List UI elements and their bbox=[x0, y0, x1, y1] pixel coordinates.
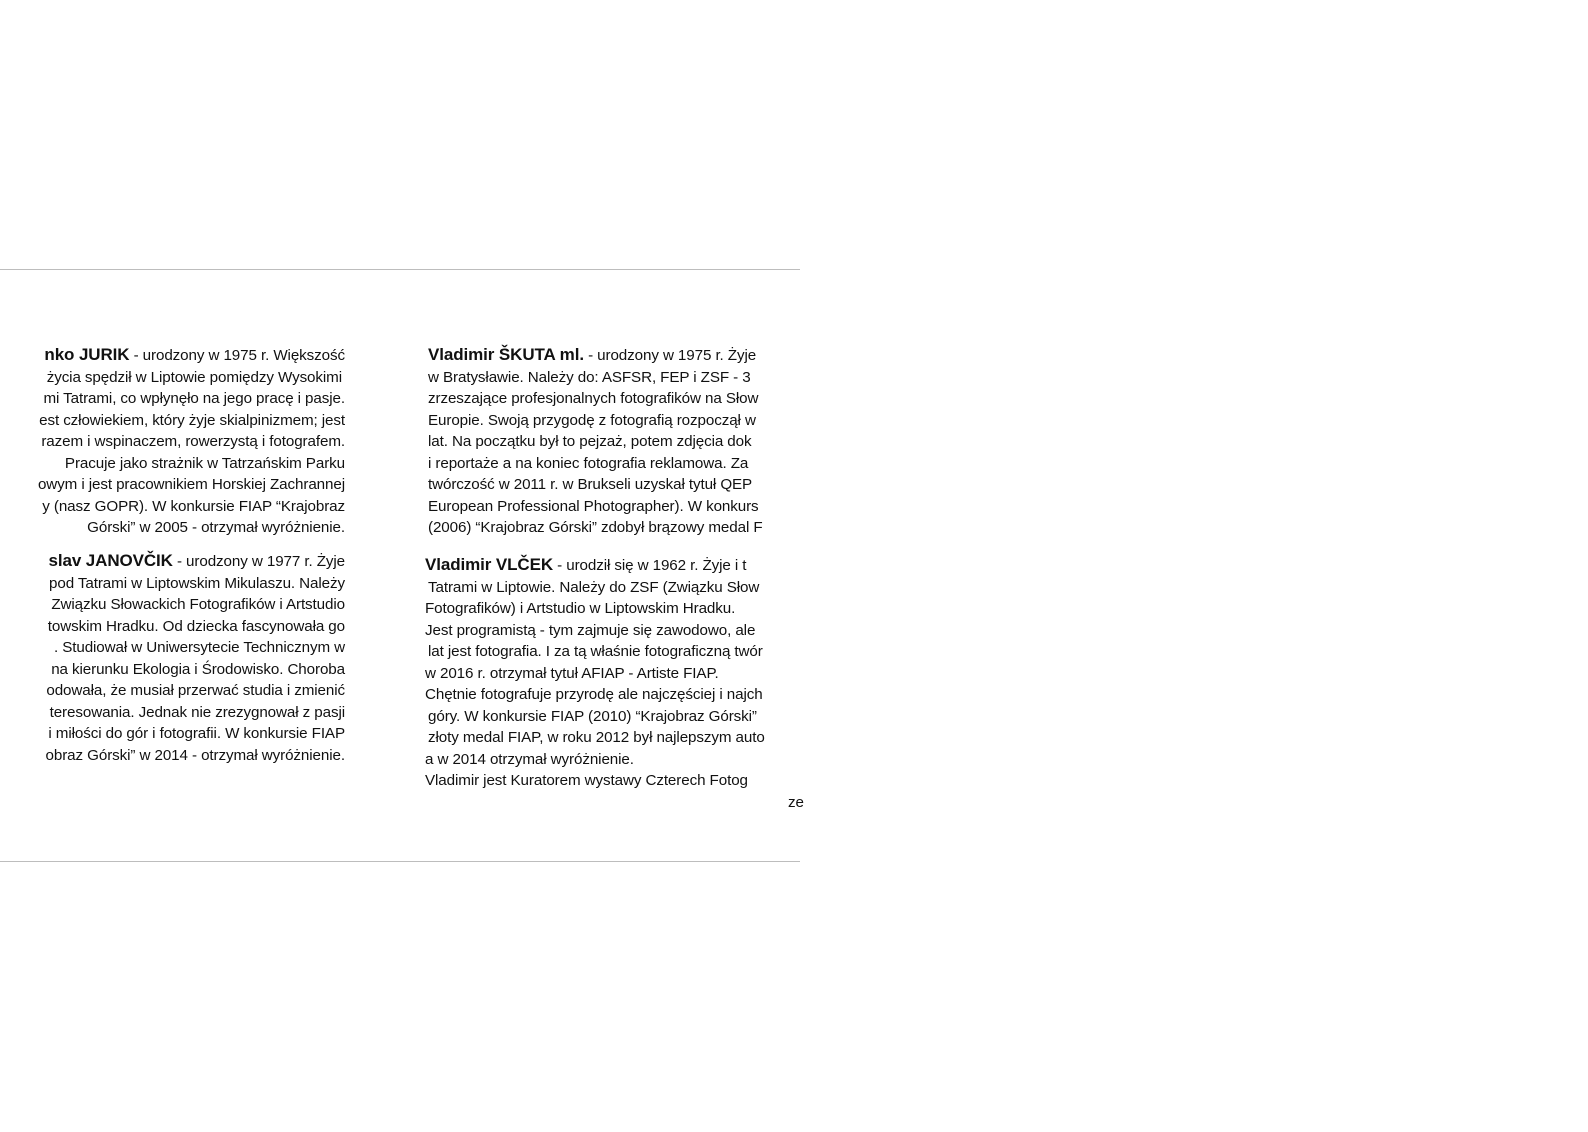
bio-name: slav JANOVČIK bbox=[48, 551, 173, 570]
bio-line: Fotografików) i Artstudio w Liptowskim Hradku. bbox=[425, 600, 736, 617]
bio-line: i miłości do gór i fotografii. W konkursie FIAP bbox=[48, 725, 345, 742]
bio-line: nko JURIK - urodzony w 1975 r. Większość bbox=[44, 345, 345, 364]
bio-line: mi Tatrami, co wpłynęło na jego pracę i pasje. bbox=[43, 390, 345, 407]
bio-line: w 2016 r. otrzymał tytuł AFIAP - Artiste FIAP. bbox=[425, 664, 719, 682]
bio-line: życia spędził w Liptowie pomiędzy Wysokimi bbox=[46, 368, 342, 386]
bio-line: twórczość w 2011 r. w Brukseli uzyskał tytuł QEP bbox=[428, 476, 753, 493]
bio-line: Jest programistą - tym zajmuje się zawodowo, ale bbox=[425, 621, 756, 639]
bio-line: . Studiował w Uniwersytecie Technicznym w bbox=[53, 639, 345, 656]
bio-line: Vladimir jest Kuratorem wystawy Czterech Fotog bbox=[425, 772, 748, 789]
bio-line: Vladimir ŠKUTA ml. - urodzony w 1975 r. Żyje bbox=[428, 345, 757, 364]
bio-line: (2006) “Krajobraz Górski” zdobył brązowy medal F bbox=[428, 519, 763, 536]
bio-line: est człowiekiem, który żyje skialpinizmem; jest bbox=[39, 411, 345, 429]
bio-line: lat. Na początku był to pejzaż, potem zdjęcia dok bbox=[428, 433, 752, 450]
bio-line: Pracuje jako strażnik w Tatrzańskim Parku bbox=[64, 454, 345, 472]
bio-skuta bbox=[0, 344, 800, 539]
bio-line: zrzeszające profesjonalnych fotografików na Słow bbox=[428, 390, 759, 407]
bio-line: teresowania. Jednak nie zrezygnował z pasji bbox=[49, 703, 345, 721]
bio-line: i reportaże a na koniec fotografia reklamowa. Za bbox=[428, 454, 749, 472]
bio-line: Związku Słowackich Fotografików i Artstudio bbox=[51, 596, 345, 613]
bio-line: ze bbox=[788, 793, 804, 811]
bio-vlcek bbox=[0, 554, 804, 813]
bio-line: lat jest fotografia. I za tą właśnie fotograficzną twór bbox=[428, 643, 763, 660]
bio-line: y (nasz GOPR). W konkursie FIAP “Krajobraz bbox=[42, 497, 345, 515]
bio-line: góry. W konkursie FIAP (2010) “Krajobraz Górski” bbox=[428, 707, 757, 725]
bio-name: Vladimir VLČEK bbox=[425, 555, 554, 574]
bio-line: odowała, że musiał przerwać studia i zmienić bbox=[46, 682, 345, 699]
bio-line: slav JANOVČIK - urodzony w 1977 r. Żyje bbox=[48, 551, 345, 570]
bio-line: Górski” w 2005 - otrzymał wyróżnienie. bbox=[87, 519, 345, 536]
bio-line: Tatrami w Liptowie. Należy do ZSF (Związku Słow bbox=[428, 578, 760, 596]
top-divider bbox=[0, 269, 800, 270]
bio-line: pod Tatrami w Liptowskim Mikulaszu. Należy bbox=[49, 574, 345, 592]
bio-line: na kierunku Ekologia i Środowisko. Choroba bbox=[51, 660, 345, 678]
bio-line: obraz Górski” w 2014 - otrzymał wyróżnienie. bbox=[45, 746, 345, 764]
bio-line: Chętnie fotografuje przyrodę ale najczęściej i najch bbox=[425, 686, 763, 703]
bio-line: razem i wspinaczem, rowerzystą i fotografem. bbox=[41, 433, 345, 450]
bio-line: Vladimir VLČEK - urodził się w 1962 r. Żyje i t bbox=[425, 555, 747, 574]
bio-line: a w 2014 otrzymał wyróżnienie. bbox=[425, 750, 634, 768]
bio-line: złoty medal FIAP, w roku 2012 był najlepszym auto bbox=[428, 729, 765, 746]
bio-line: European Professional Photographer). W konkurs bbox=[428, 497, 759, 515]
bio-name: Vladimir ŠKUTA ml. bbox=[428, 345, 584, 364]
bio-line: w Bratysławie. Należy do: ASFSR, FEP i ZSF - 3 bbox=[428, 368, 751, 386]
bio-name: nko JURIK bbox=[44, 345, 130, 364]
bio-line: owym i jest pracownikiem Horskiej Zachrannej bbox=[37, 476, 345, 493]
bio-line: Europie. Swoją przygodę z fotografią rozpoczął w bbox=[428, 411, 756, 429]
bottom-divider bbox=[0, 861, 800, 862]
bio-line: towskim Hradku. Od dziecka fascynowała go bbox=[47, 617, 345, 635]
